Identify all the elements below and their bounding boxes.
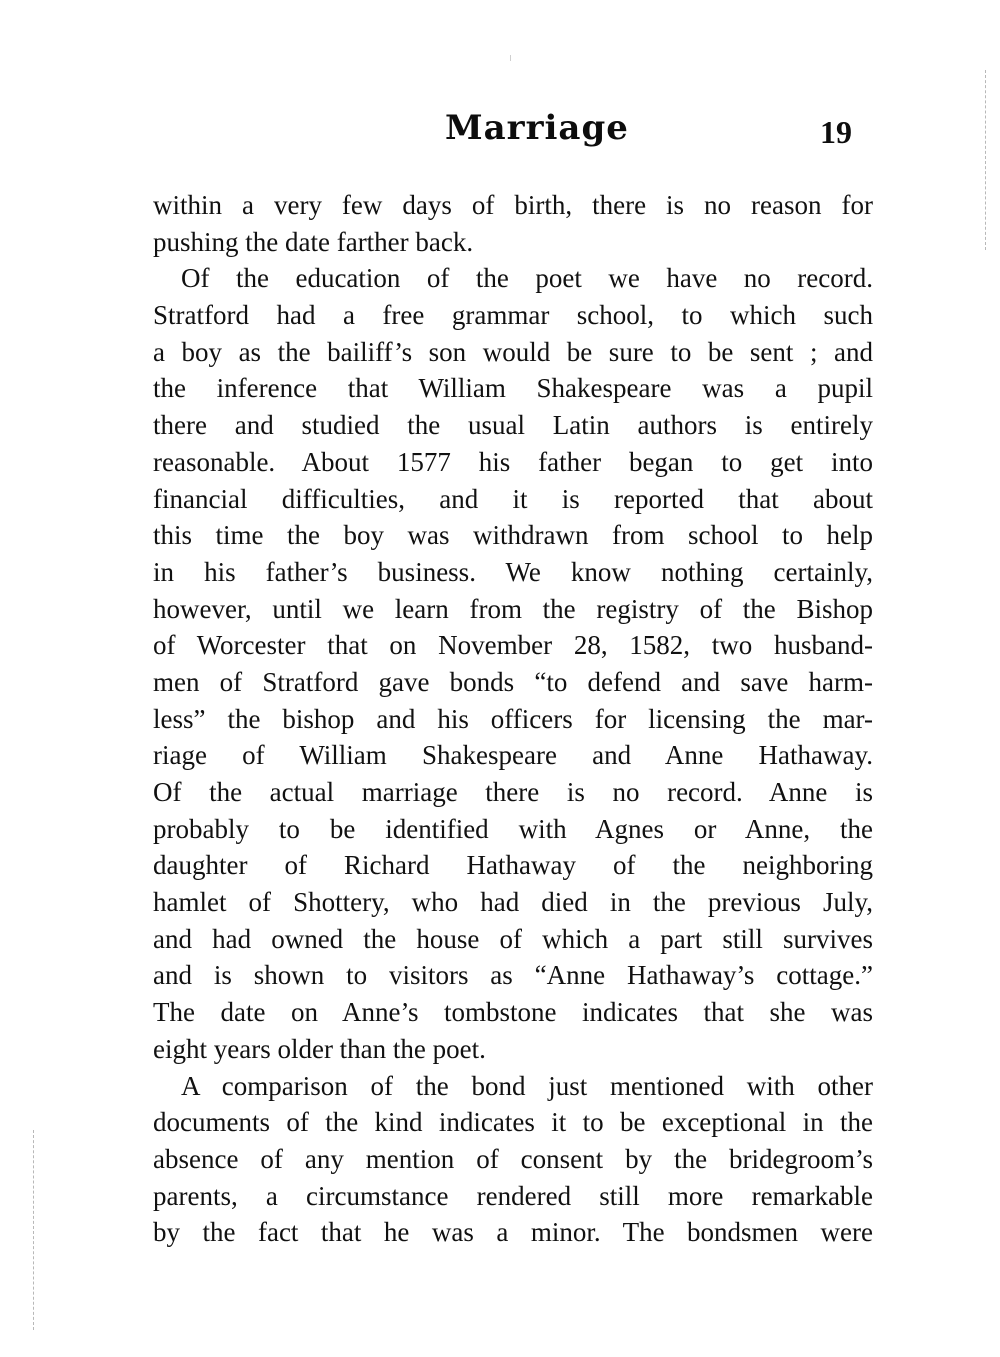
text-line: pushing the date farther back.	[153, 226, 474, 257]
text-line: there and studied the usual Latin authors is entirely	[153, 410, 873, 441]
text-line: the inference that William Shakespeare was a pupil	[153, 373, 873, 404]
text-line: men of Stratford gave bonds “to defend and save harm-	[153, 666, 873, 697]
text-line: reasonable. About 1577 his father began to get into	[153, 446, 873, 477]
text-line: Of the actual marriage there is no record. Anne is	[153, 777, 873, 807]
text-line: by the fact that he was a minor. The bondsmen were	[153, 1217, 873, 1248]
text-line: riage of William Shakespeare and Anne Hathaway.	[153, 740, 873, 771]
running-head	[0, 108, 1000, 158]
text-line: absence of any mention of consent by the bridegroom’s	[153, 1143, 873, 1174]
text-line: Stratford had a free grammar school, to which such	[153, 300, 873, 331]
chapter-title: Marriage	[445, 108, 629, 148]
text-line: daughter of Richard Hathaway of the neighboring	[153, 850, 873, 881]
text-line: in his father’s business. We know nothing certainly,	[153, 556, 873, 587]
text-line: and had owned the house of which a part still survives	[153, 923, 873, 954]
text-line: The date on Anne’s tombstone indicates that she was	[153, 997, 873, 1028]
text-line: Of the education of the poet we have no record.	[181, 263, 873, 294]
text-line: however, until we learn from the registry of the Bishop	[153, 593, 873, 624]
scan-edge-mark	[33, 1130, 35, 1330]
text-line: documents of the kind indicates it to be exceptional in the	[153, 1107, 873, 1138]
text-line: financial difficulties, and it is reported that about	[153, 483, 873, 514]
scan-edge-mark	[985, 70, 987, 250]
text-line: of Worcester that on November 28, 1582, two husband-	[153, 630, 873, 661]
text-line: within a very few days of birth, there is no reason for	[153, 190, 873, 220]
text-line: a boy as the bailiff’s son would be sure to be sent ; and	[153, 336, 873, 367]
scan-mark	[510, 55, 511, 61]
text-line: eight years older than the poet.	[153, 1033, 486, 1064]
text-line: less” the bishop and his officers for licensing the mar-	[153, 703, 873, 734]
body-text	[153, 187, 873, 1251]
text-line: hamlet of Shottery, who had died in the previous July,	[153, 887, 873, 918]
text-line: probably to be identified with Agnes or Anne, the	[153, 813, 873, 844]
page-number: 19	[820, 114, 852, 150]
text-line: and is shown to visitors as “Anne Hathaway’s cottage.”	[153, 960, 873, 991]
text-line: A comparison of the bond just mentioned with other	[181, 1070, 873, 1101]
text-line: parents, a circumstance rendered still more remarkable	[153, 1180, 873, 1211]
text-line: this time the boy was withdrawn from school to help	[153, 520, 873, 551]
